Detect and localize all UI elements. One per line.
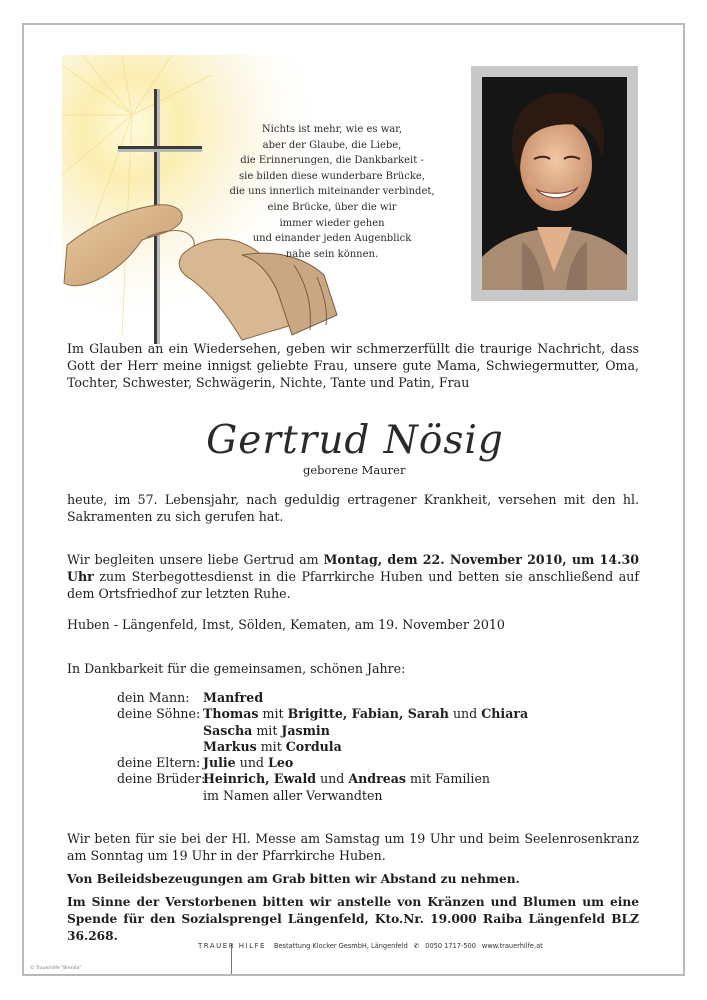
parent-name: Leo bbox=[268, 755, 294, 771]
mass-text: Wir beten für sie bei der Hl. Messe am Samstag um 19 Uhr und beim Seelenrosenkranz am Sonntag um 19 Uhr in der Pfarrkirche Huben. bbox=[67, 831, 639, 863]
parent-name: Julie bbox=[203, 755, 236, 771]
poem-line: immer wieder gehen bbox=[279, 217, 385, 229]
website-link[interactable]: www.trauerhilfe.at bbox=[481, 942, 543, 950]
copyright-note: © Trauerhilfe "Brenda" bbox=[30, 966, 82, 971]
portrait-frame bbox=[471, 66, 638, 301]
son-family: Chiara bbox=[481, 706, 529, 722]
family-members bbox=[203, 739, 342, 755]
connector-text: und bbox=[448, 706, 482, 722]
son-name: Sascha bbox=[203, 722, 253, 738]
poem bbox=[222, 122, 442, 262]
son-name: Markus bbox=[203, 738, 257, 754]
family-label: dein Mann: bbox=[117, 690, 190, 705]
family-row-son3 bbox=[117, 739, 528, 755]
brother-names: Heinrich, Ewald bbox=[203, 771, 317, 787]
phone-number: 0050 1717-500 bbox=[425, 942, 476, 950]
funeral-text bbox=[67, 551, 639, 602]
phone-icon: ✆ bbox=[413, 942, 420, 950]
footer bbox=[198, 942, 543, 950]
family-row-relatives bbox=[117, 788, 528, 804]
poem-line: aber der Glaube, die Liebe, bbox=[262, 139, 402, 151]
death-notice-text: heute, im 57. Lebensjahr, nach geduldig ertragener Krankheit, versehen mit den hl. Sakramenten zu sich gerufen hat. bbox=[67, 492, 639, 524]
brother-name: Andreas bbox=[348, 771, 406, 787]
connector-text: mit Familien bbox=[406, 771, 491, 787]
son-partner: Cordula bbox=[285, 738, 342, 754]
poem-line: sie bilden diese wunderbare Brücke, bbox=[238, 170, 425, 182]
funeral-text-before: Wir begleiten unsere liebe Gertrud am bbox=[67, 552, 324, 567]
family-label: deine Söhne: bbox=[117, 706, 201, 722]
company-name: Bestattung Klocker GesmbH, Längenfeld bbox=[273, 942, 408, 950]
family-row-husband bbox=[117, 690, 528, 706]
birth-name: geborene Maurer bbox=[303, 463, 406, 477]
poem-line: nahe sein können. bbox=[285, 248, 379, 260]
deceased-name: Gertrud Nösig bbox=[206, 418, 504, 463]
poem-line: die uns innerlich miteinander verbindet, bbox=[229, 186, 435, 198]
funeral-date: Montag, dem 22. November 2010, um 14.30 Uhr bbox=[67, 552, 639, 584]
family-row-sons bbox=[117, 706, 528, 722]
family-members bbox=[203, 723, 330, 739]
family-row-parents bbox=[117, 755, 528, 771]
family-members bbox=[203, 755, 293, 771]
poem-line: die Erinnerungen, die Dankbarkeit - bbox=[240, 155, 424, 167]
funeral-text-after: zum Sterbegottesdienst in die Pfarrkirche Huben und betten sie anschließend auf dem Ortsfriedhof zur letzten Ruhe. bbox=[67, 569, 639, 601]
connector-text: und bbox=[235, 755, 268, 771]
son-name: Thomas bbox=[203, 706, 259, 722]
family-label: deine Brüder: bbox=[117, 771, 206, 787]
son-partner: Jasmin bbox=[281, 722, 330, 738]
connector-text: mit bbox=[252, 722, 282, 738]
poem-line: Nichts ist mehr, wie es war, bbox=[261, 124, 403, 135]
family-members bbox=[203, 706, 528, 722]
family-members bbox=[203, 690, 263, 706]
portrait-photo bbox=[482, 77, 627, 290]
relatives-text: im Namen aller Verwandten bbox=[203, 787, 383, 803]
husband-name: Manfred bbox=[203, 690, 264, 705]
donation-request: Im Sinne der Verstorbenen bitten wir anstelle von Kränzen und Blumen um eine Spende für den Sozialsprengel Längenfeld, Kto.Nr. 19.000 Raiba Längenfeld BLZ 36.268. bbox=[67, 895, 639, 943]
family-list bbox=[117, 690, 528, 804]
family-label: deine Eltern: bbox=[117, 755, 201, 771]
condolence-request: Von Beileidsbezeugungen am Grab bitten wir Abstand zu nehmen. bbox=[67, 872, 520, 886]
connector-text: und bbox=[316, 771, 349, 787]
poem-line: und einander jeden Augenblick bbox=[252, 233, 412, 245]
family-row-brothers bbox=[117, 771, 528, 787]
family-row-son2 bbox=[117, 723, 528, 739]
poem-line: eine Brücke, über die wir bbox=[267, 201, 397, 213]
connector-text: mit bbox=[258, 706, 288, 722]
son-family: Brigitte, Fabian, Sarah bbox=[287, 706, 449, 722]
gratitude-text: In Dankbarkeit für die gemeinsamen, schönen Jahre: bbox=[67, 661, 406, 676]
connector-text: mit bbox=[256, 738, 286, 754]
intro-text: Im Glauben an ein Wiedersehen, geben wir schmerzerfüllt die traurige Nachricht, dass Gott der Herr meine innigst geliebte Frau, unsere gute Mama, Schwiegermutter, Oma, Tochter, Schwester, Schwägerin, Nichte, Tante und Patin, Frau bbox=[67, 341, 639, 390]
family-members bbox=[203, 771, 490, 787]
place-date-text: Huben - Längenfeld, Imst, Sölden, Kematen, am 19. November 2010 bbox=[67, 617, 505, 632]
trauerhilfe-logo: TRAUER HILFE bbox=[198, 942, 266, 950]
